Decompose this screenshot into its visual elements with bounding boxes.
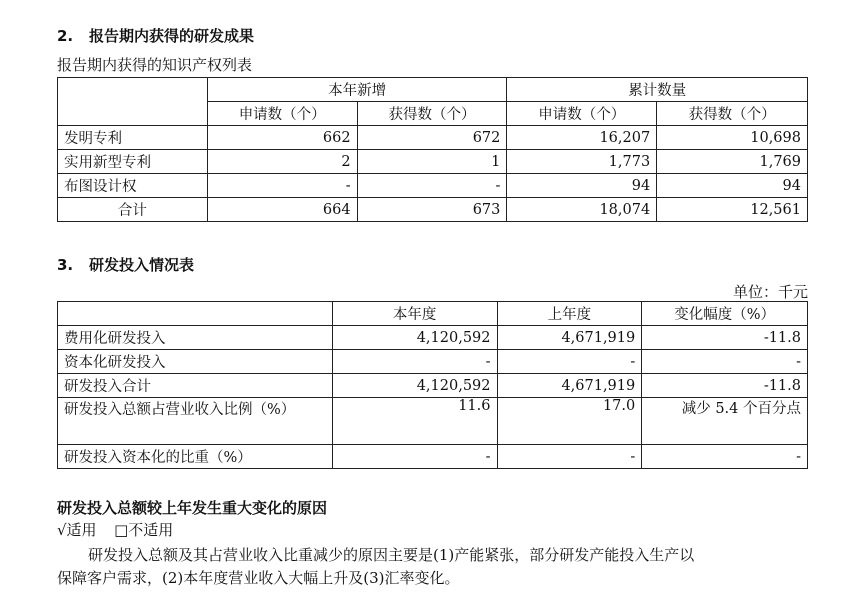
table-row — [58, 150, 808, 174]
cell-value: - — [332, 350, 497, 374]
row-label: 资本化研发投入 — [58, 350, 333, 374]
row-label: 研发投入总额占营业收入比例（%） — [58, 398, 333, 445]
cell-value: -11.8 — [642, 374, 808, 398]
rd-investment-table — [57, 301, 808, 469]
rd-table-header-row — [58, 302, 808, 326]
cell-value: 4,120,592 — [332, 326, 497, 350]
rd-table-header: 本年度 — [332, 302, 497, 326]
rd-table-header: 变化幅度（%） — [642, 302, 808, 326]
table-row — [58, 326, 808, 350]
cell-value: - — [357, 174, 507, 198]
cell-value: - — [207, 174, 357, 198]
cell-value: 18,074 — [507, 198, 657, 222]
ip-table-caption: 报告期内获得的知识产权列表 — [57, 56, 253, 74]
cell-value: 1,769 — [657, 150, 808, 174]
table-row — [58, 126, 808, 150]
cell-value: 664 — [207, 198, 357, 222]
reason-heading: 研发投入总额较上年发生重大变化的原因 — [57, 499, 328, 517]
section-3-heading — [57, 254, 194, 275]
table-row — [58, 350, 808, 374]
rd-table-corner-cell — [58, 302, 333, 326]
ip-table-corner-cell — [58, 78, 208, 126]
row-label: 发明专利 — [58, 126, 208, 150]
cell-value: 17.0 — [497, 398, 642, 445]
not-applicable-option: □不适用 — [114, 521, 174, 539]
ip-table-header-row — [58, 78, 808, 102]
rd-table-header: 上年度 — [497, 302, 642, 326]
section-3-title: 研发投入情况表 — [89, 256, 195, 274]
ip-table — [57, 77, 808, 222]
row-label: 研发投入资本化的比重（%） — [58, 445, 333, 469]
section-2-number: 2. — [57, 27, 74, 45]
table-row — [58, 398, 808, 445]
ip-table-group-header: 累计数量 — [507, 78, 808, 102]
reason-text-line-1: 研发投入总额及其占营业收入比重减少的原因主要是(1)产能紧张，部分研发产能投入生产以 — [88, 546, 695, 564]
row-label: 实用新型专利 — [58, 150, 208, 174]
cell-value: 11.6 — [332, 398, 497, 445]
row-label: 费用化研发投入 — [58, 326, 333, 350]
table-row — [58, 445, 808, 469]
cell-value: 662 — [207, 126, 357, 150]
section-2-heading — [57, 25, 254, 46]
cell-value: 4,120,592 — [332, 374, 497, 398]
cell-value: 4,671,919 — [497, 374, 642, 398]
ip-table-subheader: 获得数（个） — [357, 102, 507, 126]
table-row — [58, 174, 808, 198]
ip-table-subheader: 获得数（个） — [657, 102, 808, 126]
cell-value: 2 — [207, 150, 357, 174]
applicability-line — [57, 518, 173, 542]
cell-value: - — [497, 350, 642, 374]
applicable-option: √适用 — [57, 521, 97, 539]
cell-value: 10,698 — [657, 126, 808, 150]
cell-value: -11.8 — [642, 326, 808, 350]
row-label: 研发投入合计 — [58, 374, 333, 398]
table-row — [58, 374, 808, 398]
ip-table-subheader: 申请数（个） — [507, 102, 657, 126]
section-3-number: 3. — [57, 256, 74, 274]
cell-value: - — [497, 445, 642, 469]
cell-value: - — [642, 350, 808, 374]
table-row-total — [58, 198, 808, 222]
cell-value: - — [642, 445, 808, 469]
ip-table-subheader: 申请数（个） — [207, 102, 357, 126]
cell-value: 1,773 — [507, 150, 657, 174]
cell-value: 94 — [657, 174, 808, 198]
unit-label: 单位：千元 — [732, 283, 808, 301]
cell-value: 1 — [357, 150, 507, 174]
cell-value: 16,207 — [507, 126, 657, 150]
row-label: 布图设计权 — [58, 174, 208, 198]
cell-value: 672 — [357, 126, 507, 150]
cell-value: 673 — [357, 198, 507, 222]
cell-value: 减少 5.4 个百分点 — [642, 398, 808, 445]
row-label: 合计 — [58, 198, 208, 222]
cell-value: 12,561 — [657, 198, 808, 222]
section-2-title: 报告期内获得的研发成果 — [89, 27, 255, 45]
reason-text-line-2: 保障客户需求，(2)本年度营业收入大幅上升及(3)汇率变化。 — [57, 569, 460, 587]
cell-value: 94 — [507, 174, 657, 198]
ip-table-group-header: 本年新增 — [207, 78, 507, 102]
cell-value: 4,671,919 — [497, 326, 642, 350]
cell-value: - — [332, 445, 497, 469]
